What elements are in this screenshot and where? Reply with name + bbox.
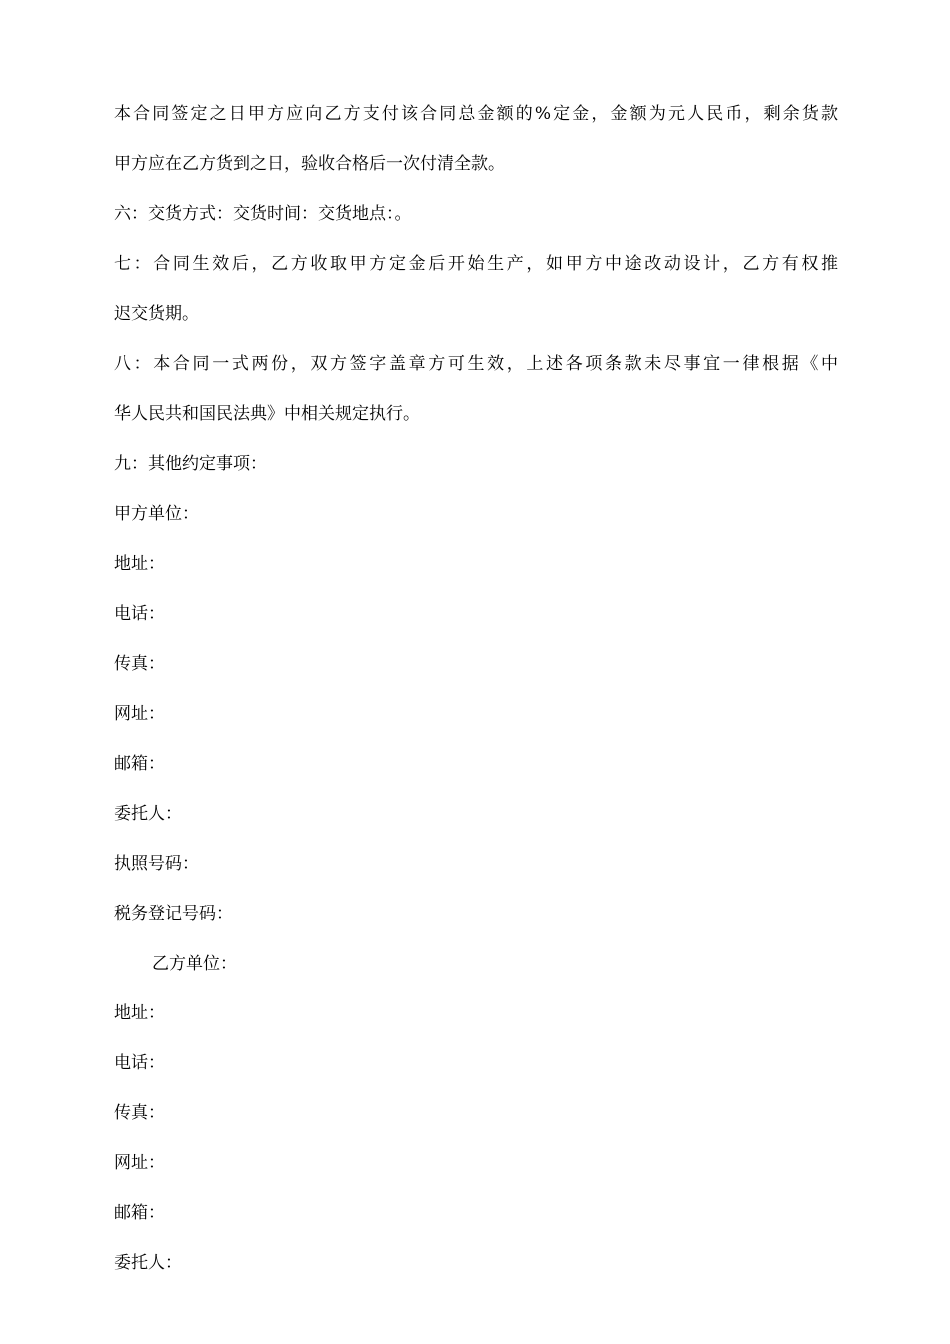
party-a-license-label: 执照号码：	[114, 854, 199, 874]
party-b-fax-label: 传真：	[114, 1103, 165, 1123]
party-a-phone-label: 电话：	[114, 604, 165, 624]
validity-clause-line-1: 八：本合同一式两份，双方签字盖章方可生效，上述各项条款未尽事宜一律根据《中	[114, 354, 838, 374]
party-a-email-label: 邮箱：	[114, 754, 165, 774]
party-a-fax-label: 传真：	[114, 654, 165, 674]
party-a-website-label: 网址：	[114, 704, 165, 724]
payment-clause-line-2: 甲方应在乙方货到之日，验收合格后一次付清全款。	[114, 154, 505, 174]
party-a-tax-label: 税务登记号码：	[114, 904, 233, 924]
party-a-address-label: 地址：	[114, 554, 165, 574]
party-b-address-label: 地址：	[114, 1003, 165, 1023]
party-b-agent-label: 委托人：	[114, 1253, 182, 1273]
validity-clause-line-2: 华人民共和国民法典》中相关规定执行。	[114, 404, 420, 424]
party-a-unit-label: 甲方单位：	[114, 504, 199, 524]
party-a-agent-label: 委托人：	[114, 804, 182, 824]
party-b-unit-label: 乙方单位：	[152, 954, 237, 974]
production-clause-line-1: 七：合同生效后，乙方收取甲方定金后开始生产，如甲方中途改动设计，乙方有权推	[114, 254, 838, 274]
party-b-email-label: 邮箱：	[114, 1203, 165, 1223]
party-b-phone-label: 电话：	[114, 1053, 165, 1073]
other-terms-clause: 九：其他约定事项：	[114, 454, 267, 474]
delivery-clause: 六：交货方式：交货时间：交货地点：。	[114, 204, 412, 224]
payment-clause-line-1: 本合同签定之日甲方应向乙方支付该合同总金额的%定金，金额为元人民币，剩余货款	[114, 104, 838, 124]
party-b-website-label: 网址：	[114, 1153, 165, 1173]
production-clause-line-2: 迟交货期。	[114, 304, 199, 324]
